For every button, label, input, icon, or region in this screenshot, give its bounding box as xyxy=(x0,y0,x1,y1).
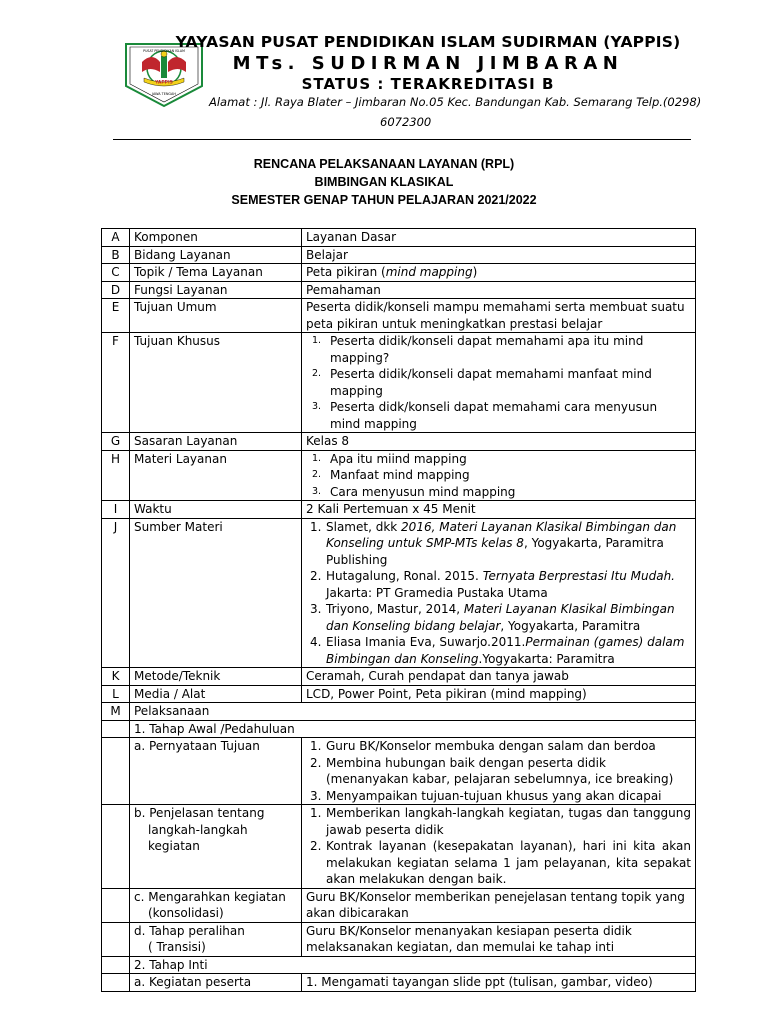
empty-cell xyxy=(102,738,130,805)
doc-semester: SEMESTER GENAP TAHUN PELAJARAN 2021/2022 xyxy=(231,193,537,207)
row-value: 2 Kali Pertemuan x 45 Menit xyxy=(302,501,696,519)
step-label: d. Tahap peralihan ( Transisi) xyxy=(130,922,302,956)
row-label: Pelaksanaan xyxy=(130,703,696,721)
empty-cell xyxy=(102,922,130,956)
row-label: Media / Alat xyxy=(130,685,302,703)
row-letter: L xyxy=(102,685,130,703)
value-text: Peta pikiran ( xyxy=(306,265,386,279)
letterhead-divider xyxy=(113,139,691,140)
table-row xyxy=(102,518,696,668)
row-value: Peserta didik/konseli mampu memahami serta membuat suatu peta pikiran untuk meningkatkan prestasi belajar xyxy=(302,299,696,333)
row-label: Sasaran Layanan xyxy=(130,433,302,451)
step-value: Guru BK/Konselor menanyakan kesiapan peserta didik melaksanakan kegiatan, dan memulai ke tahap inti xyxy=(302,922,696,956)
table-row xyxy=(102,720,696,738)
source-list xyxy=(306,519,691,668)
list-item: 1. Apa itu miind mapping xyxy=(312,451,467,466)
row-value: Ceramah, Curah pendapat dan tanya jawab xyxy=(302,668,696,686)
row-label: Fungsi Layanan xyxy=(130,281,302,299)
list-item: 2. Hutagalung, Ronal. 2015. Ternyata Berprestasi Itu Mudah. Jakarta: PT Gramedia Pustaka Utama xyxy=(310,569,675,600)
table-row xyxy=(102,450,696,501)
row-letter: J xyxy=(102,518,130,668)
row-label: Topik / Tema Layanan xyxy=(130,264,302,282)
list-item: 4. Eliasa Imania Eva, Suwarjo.2011.Permainan (games) dalam Bimbingan dan Konseling.Yogyakarta: Paramitra xyxy=(310,635,685,666)
doc-title: RENCANA PELAKSANAAN LAYANAN (RPL) xyxy=(253,157,515,171)
list-item: 2. Manfaat mind mapping xyxy=(312,468,470,482)
row-letter: C xyxy=(102,264,130,282)
material-list xyxy=(306,451,691,501)
table-row xyxy=(102,246,696,264)
list-item: 2. Membina hubungan baik dengan peserta didik (menanyakan kabar, pelajaran sebelumnya, ice breaking) xyxy=(310,755,674,786)
step-value xyxy=(302,805,696,889)
table-row xyxy=(102,501,696,519)
step-label: a. Kegiatan peserta xyxy=(130,974,302,992)
row-value xyxy=(302,450,696,501)
row-value: Belajar xyxy=(302,246,696,264)
row-letter: E xyxy=(102,299,130,333)
table-row xyxy=(102,299,696,333)
foundation-name: YAYASAN PUSAT PENDIDIKAN ISLAM SUDIRMAN (YAPPIS) xyxy=(175,33,681,51)
row-letter: D xyxy=(102,281,130,299)
row-label: Metode/Teknik xyxy=(130,668,302,686)
list-item: 3. Triyono, Mastur, 2014, Materi Layanan Klasikal Bimbingan dan Konseling bidang belajar, Yogyakarta, Paramitra xyxy=(310,602,675,633)
table-row xyxy=(102,281,696,299)
value-end: ) xyxy=(472,265,478,279)
empty-cell xyxy=(102,956,130,974)
table-row xyxy=(102,685,696,703)
table-row xyxy=(102,668,696,686)
step-label: c. Mengarahkan kegiatan (konsolidasi) xyxy=(130,888,302,922)
step-label: a. Pernyataan Tujuan xyxy=(130,738,302,805)
row-value: Pemahaman xyxy=(302,281,696,299)
row-letter: F xyxy=(102,333,130,433)
list-item: 2. Peserta didik/konseli dapat memahami manfaat mind mapping xyxy=(312,367,652,398)
empty-cell xyxy=(102,805,130,889)
empty-cell xyxy=(102,974,130,992)
list-item: 2. Kontrak layanan (kesepakatan layanan), hari ini kita akan melakukan kegiatan selama 1 jam pelayanan, kita sepakat akan melakukan dengan baik. xyxy=(310,839,691,886)
table-row xyxy=(102,805,696,889)
logo-banner: YAPPIS xyxy=(155,80,173,86)
row-value: Layanan Dasar xyxy=(302,229,696,247)
value-italic: mind mapping xyxy=(385,265,473,279)
table-row xyxy=(102,703,696,721)
row-label: Komponen xyxy=(130,229,302,247)
row-letter: A xyxy=(102,229,130,247)
table-row xyxy=(102,264,696,282)
row-value xyxy=(302,333,696,433)
row-letter: B xyxy=(102,246,130,264)
row-label: Waktu xyxy=(130,501,302,519)
table-row xyxy=(102,974,696,992)
row-letter: G xyxy=(102,433,130,451)
step-value: Guru BK/Konselor memberikan penejelasan tentang topik yang akan dibicarakan xyxy=(302,888,696,922)
list-item: 1. Slamet, dkk 2016, Materi Layanan Klasikal Bimbingan dan Konseling untuk SMP-MTs kelas 8, Yogyakarta, Paramitra Publishing xyxy=(310,519,677,567)
list-item: 1. Peserta didik/konseli dapat memahami apa itu mind mapping? xyxy=(312,334,644,365)
logo-top-text: PUSAT PENDIDIKAN ISLAM xyxy=(143,49,185,53)
logo-bottom-text: JAWA TENGAH xyxy=(152,92,176,96)
list-item: 3. Cara menyusun mind mapping xyxy=(312,484,516,499)
rpl-table xyxy=(101,228,696,992)
list-item: 1. Guru BK/Konselor membuka dengan salam dan berdoa xyxy=(310,739,656,753)
table-row xyxy=(102,433,696,451)
address-line-1: Alamat : Jl. Raya Blater – Jimbaran No.05 Kec. Bandungan Kab. Semarang Telp.(0298) xyxy=(209,95,702,109)
objective-list xyxy=(306,333,691,432)
empty-cell xyxy=(102,888,130,922)
doc-subtitle: BIMBINGAN KLASIKAL xyxy=(314,175,454,189)
row-value xyxy=(302,518,696,668)
row-value: LCD, Power Point, Peta pikiran (mind mapping) xyxy=(302,685,696,703)
row-letter: I xyxy=(102,501,130,519)
school-name: MTs. SUDIRMAN JIMBARAN xyxy=(232,53,624,74)
row-letter: K xyxy=(102,668,130,686)
row-label: Materi Layanan xyxy=(130,450,302,501)
table-row xyxy=(102,922,696,956)
table-row xyxy=(102,888,696,922)
table-row xyxy=(102,333,696,433)
row-letter: H xyxy=(102,450,130,501)
step-value: 1. Mengamati tayangan slide ppt (tulisan, gambar, video) xyxy=(302,974,696,992)
stage-heading: 1. Tahap Awal /Pedahuluan xyxy=(130,720,696,738)
steps-list xyxy=(306,805,691,888)
step-value xyxy=(302,738,696,805)
list-item: 1. Memberikan langkah-langkah kegiatan, tugas dan tanggung jawab peserta didik xyxy=(310,806,691,837)
list-item: 3. Peserta didk/konseli dapat memahami cara menyusun mind mapping xyxy=(312,400,658,431)
step-label: b. Penjelasan tentang langkah-langkah kegiatan xyxy=(130,805,302,889)
letterhead xyxy=(0,0,768,145)
row-label: Bidang Layanan xyxy=(130,246,302,264)
address-line-2: 6072300 xyxy=(380,115,432,129)
row-label: Tujuan Khusus xyxy=(130,333,302,433)
table-row xyxy=(102,229,696,247)
list-item: 3. Menyampaikan tujuan-tujuan khusus yang akan dicapai xyxy=(310,788,662,803)
table-row xyxy=(102,738,696,805)
row-letter: M xyxy=(102,703,130,721)
row-label: Tujuan Umum xyxy=(130,299,302,333)
row-label: Sumber Materi xyxy=(130,518,302,668)
stage-heading: 2. Tahap Inti xyxy=(130,956,696,974)
row-value xyxy=(302,264,696,282)
row-value: Kelas 8 xyxy=(302,433,696,451)
empty-cell xyxy=(102,720,130,738)
accreditation-status: STATUS : TERAKREDITASI B xyxy=(301,75,555,93)
opening-list xyxy=(306,738,691,804)
table-row xyxy=(102,956,696,974)
